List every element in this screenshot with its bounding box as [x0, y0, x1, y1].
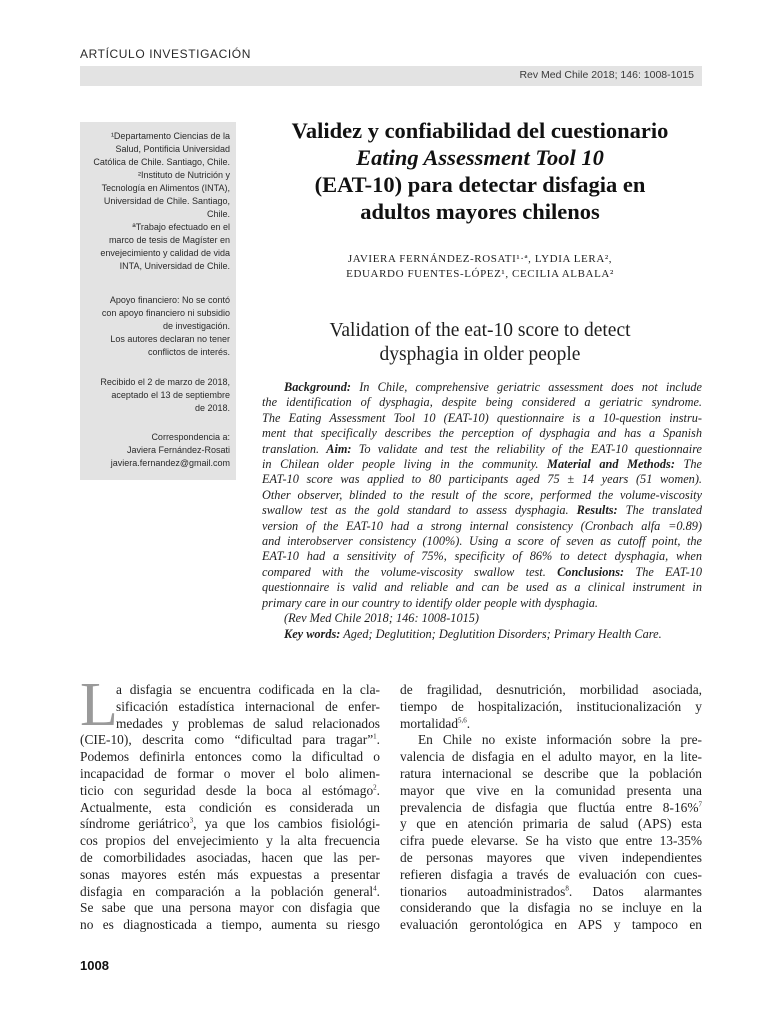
affiliations	[93, 130, 230, 273]
background-label: Background:	[284, 380, 351, 394]
funding-statement	[102, 294, 230, 359]
abstract-line: translation. Aim: To validate and test the reliability of the EAT-10 questionnaire	[262, 441, 703, 456]
abstract-line: compared with the volume-viscosity swallow test. Conclusions: The EAT-10	[262, 564, 703, 579]
citation-ref: 5,6	[458, 716, 467, 725]
affiliation-line: Tecnología en Alimentos (INTA),	[101, 183, 230, 193]
funding-line: con apoyo financiero ni subsidio	[101, 308, 230, 318]
body-line: y que en atención primaria de salud (APS) esta	[400, 816, 702, 832]
correspondence-label: Correspondencia a:	[151, 432, 230, 442]
body-line: prevalencia de disfagia que fluctúa entre 8-16%$^7$	[400, 799, 702, 815]
correspondence	[111, 431, 230, 470]
author-list	[258, 252, 702, 282]
correspondence-name: Javiera Fernández-Rosati	[126, 445, 230, 455]
body-line: cifra puede elevarse. Se ha visto que entre 13-35%	[400, 833, 702, 849]
english-title-line: Validation of the eat-10 score to detect	[329, 320, 631, 341]
body-line: de personas mayores que viven independientes	[400, 849, 702, 865]
body-line: sonas mayores estén más expuestas a presentar	[80, 866, 380, 882]
abstract-line: The Eating Assessment Tool 10 (EAT-10) questionnaire is a 10-question instru-	[262, 410, 702, 425]
body-line: evaluación gerontológica en APS y tampoco en	[400, 917, 702, 933]
funding-line: Los autores declaran no tener	[110, 334, 230, 344]
body-line: Podemos definirla entonces como la dificultad o	[80, 749, 380, 765]
title-line: Eating Assessment Tool 10	[356, 145, 604, 170]
citation-ref: 7	[698, 800, 702, 809]
affiliation-line: INTA, Universidad de Chile.	[119, 261, 230, 271]
funding-line: Apoyo financiero: No se contó	[109, 295, 230, 305]
body-line: cos propios del envejecimiento y la alta frecuencia	[80, 833, 380, 849]
body-line: no es diagnosticada a tiempo, aumenta su riesgo	[80, 917, 380, 933]
affiliation-line: Chile.	[206, 209, 230, 219]
aim-label: Aim:	[326, 441, 352, 456]
body-line: mortalidad$^{5,6}$.	[400, 715, 471, 731]
abstract	[262, 380, 702, 642]
abstract-line: and interobserver consistency (100%). Using a score of seven as cutoff point, the	[262, 534, 702, 549]
journal-citation: Rev Med Chile 2018; 146: 1008-1015	[519, 69, 694, 81]
affiliation-line: Universidad de Chile. Santiago,	[103, 196, 230, 206]
abstract-citation: (Rev Med Chile 2018; 146: 1008-1015)	[284, 611, 479, 626]
affiliation-line: envejecimiento y calidad de vida	[100, 248, 230, 258]
sidebar-panel	[80, 122, 236, 480]
keywords: Key words: Aged; Deglutition; Deglutition Disorders; Primary Health Care.	[284, 626, 662, 641]
body-line: refieren disfagia a través de evaluación con cues-	[400, 866, 702, 882]
english-title-line: dysphagia in older people	[379, 344, 581, 365]
body-line: medades y problemas de salud relacionados	[116, 715, 380, 731]
body-line: ticio con seguridad desde la boca al estómago$^2$.	[80, 782, 380, 798]
body-line: sificación estadística internacional de enfer-	[116, 698, 380, 714]
citation-ref: 8	[565, 884, 569, 893]
methods-label: Material and Methods:	[547, 457, 675, 472]
english-title	[258, 319, 702, 367]
body-line: (CIE-10), descrita como “dificultad para tragar”$^1$.	[80, 732, 380, 748]
body-line: disfagia en comparación a la población general$^4$.	[80, 883, 380, 899]
article-title	[258, 117, 702, 225]
correspondence-email[interactable]: javiera.fernandez@gmail.com	[110, 458, 230, 468]
abstract-line: version of the EAT-10 had a strong internal consistency (Cronbach alfa =0.89)	[262, 518, 702, 533]
citation-ref: 1	[373, 732, 377, 741]
date-line: de 2018.	[194, 403, 230, 413]
citation-ref: 4	[373, 884, 377, 893]
funding-line: conflictos de interés.	[147, 347, 230, 357]
body-line: En Chile no existe información sobre la pre-	[418, 732, 702, 748]
affiliation-line: ²Instituto de Nutrición y	[137, 170, 230, 180]
author-line: JAVIERA FERNÁNDEZ-ROSATI¹·ª, LYDIA LERA²,	[347, 253, 613, 265]
abstract-line: primary care in our country to identify older people with dysphagia.	[262, 595, 598, 610]
body-line: tiempo de hospitalización, institucionalización y	[400, 698, 702, 714]
affiliation-line: Salud, Pontificia Universidad	[115, 144, 230, 154]
author-line: EDUARDO FUENTES-LÓPEZ¹, CECILIA ALBALA²	[346, 268, 614, 280]
drop-cap: L	[80, 671, 118, 739]
body-line: a disfagia se encuentra codificada en la cla-	[116, 682, 380, 697]
section-label: ARTÍCULO INVESTIGACIÓN	[80, 47, 252, 61]
title-line: (EAT-10) para detectar disfagia en	[314, 172, 646, 197]
body-line: incapacidad de formar o mover el bolo alimen-	[80, 765, 380, 781]
date-line: aceptado el 13 de septiembre	[111, 390, 230, 400]
abstract-line: swallow test as the gold standard to assess dysphagia. Results: The translated	[262, 503, 702, 518]
received-dates	[100, 376, 230, 415]
abstract-line: EAT-10 had a sensitivity of 75%, specificity of 86% to detect dysphagia, when	[262, 549, 702, 564]
abstract-line: EAT-10 score was applied to 80 participants aged 75 ± 14 years (51 women).	[262, 472, 702, 487]
body-line: Se sabe que una persona mayor con disfagia que	[80, 900, 380, 916]
title-line: adultos mayores chilenos	[360, 199, 600, 224]
body-line: valencia de disfagia en el adulto mayor, en la lite-	[400, 749, 702, 765]
body-line: mayor que vive en la comunidad presenta una	[400, 782, 702, 798]
affiliation-line: ¹Departamento Ciencias de la	[110, 131, 230, 141]
body-line: de comorbilidades asociadas, hacen que las per-	[80, 849, 380, 865]
results-label: Results:	[576, 503, 618, 518]
body-column-right	[400, 682, 702, 934]
keywords-label: Key words:	[284, 626, 341, 641]
citation-ref: 3	[189, 816, 194, 825]
header-bar	[80, 66, 702, 86]
affiliation-line: ªTrabajo efectuado en el	[132, 222, 230, 232]
body-line: ratura internacional se describe que la población	[400, 765, 702, 781]
body-line: de fragilidad, desnutrición, morbilidad asociada,	[400, 682, 702, 697]
page-number: 1008	[80, 958, 109, 973]
title-line: Validez y confiabilidad del cuestionario	[291, 118, 669, 143]
body-line: Actualmente, esta condición es considerada un	[80, 799, 380, 815]
affiliation-line: marco de tesis de Magíster en	[108, 235, 230, 245]
body-line: considerando que la disfagia no se incluye en la	[400, 900, 702, 916]
abstract-line: Other observer, blinded to the result of the score, performed the volume-viscosity	[262, 487, 702, 502]
conclusions-label: Conclusions:	[557, 564, 625, 579]
abstract-line: in Chilean older people living in the community. Material and Methods: The	[262, 457, 702, 472]
citation-ref: 2	[373, 783, 377, 792]
abstract-line: the identification of dysphagia, despite being considered a geriatric syndrome.	[262, 395, 702, 410]
funding-line: de investigación.	[162, 321, 230, 331]
affiliation-line: Católica de Chile. Santiago, Chile.	[93, 157, 230, 167]
date-line: Recibido el 2 de marzo de 2018,	[100, 377, 230, 387]
abstract-line: Background: In Chile, comprehensive geriatric assessment does not include	[284, 380, 703, 394]
body-line: síndrome geriátrico$^3$, ya que los cambios fisiológi-	[80, 816, 380, 832]
body-line: tionarios autoadministrados$^8$. Datos alarmantes	[400, 883, 703, 899]
body-column-left	[80, 682, 380, 934]
abstract-line: ment that specifically describes the perception of dysphagia and has a Spanish	[262, 426, 702, 441]
abstract-line: questionnaire is valid and reliable and can be used as a clinical instrument in	[262, 580, 702, 595]
